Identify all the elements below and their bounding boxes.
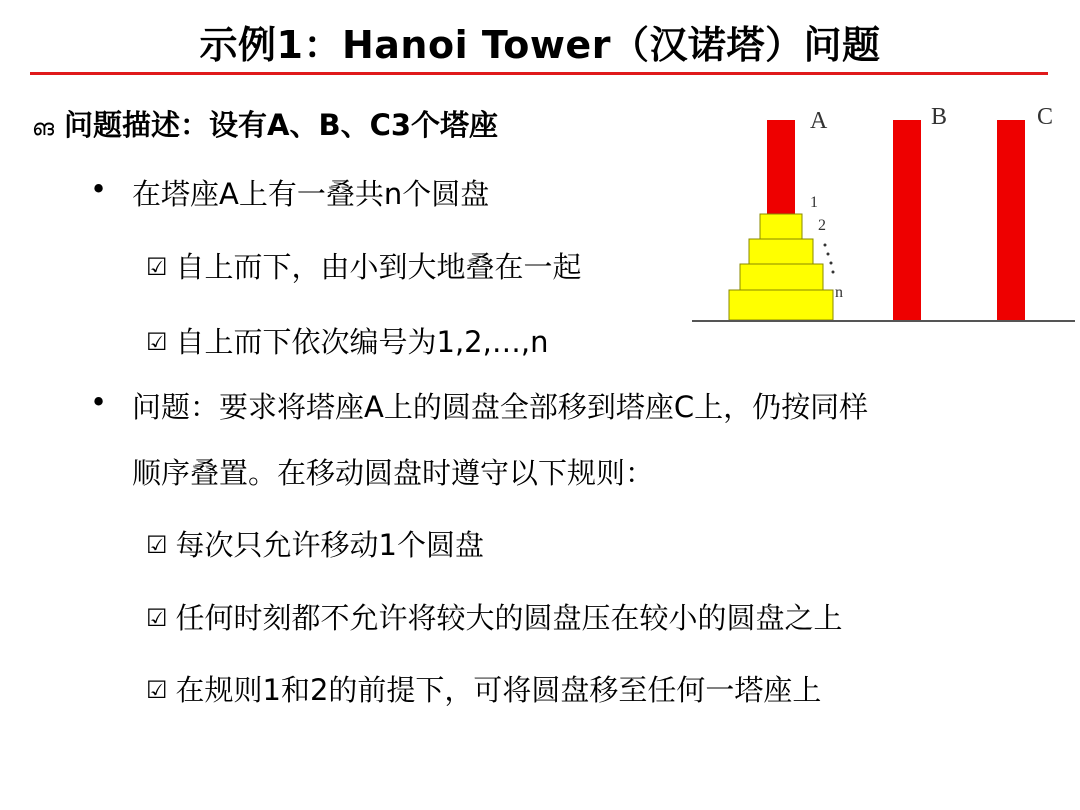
checkbox-icon: ☑ [146, 253, 168, 281]
sub-item-text: 自上而下，由小到大地叠在一起 [175, 250, 582, 284]
slide-title: 示例1：Hanoi Tower（汉诺塔）问题 [199, 23, 881, 67]
sub-item-text: 自上而下依次编号为1,2,…,n [175, 325, 549, 359]
rule-item [146, 668, 821, 709]
rule-text: 每次只允许移动1个圆盘 [175, 528, 484, 562]
disk-n [729, 290, 833, 320]
ellipsis-dot [832, 271, 835, 274]
disk-label-2: 2 [818, 217, 826, 234]
sub-item [146, 245, 582, 286]
title-divider [30, 72, 1048, 75]
peg-label-b: B [931, 104, 948, 130]
disk-label-n: n [835, 284, 843, 301]
rule-text: 任何时刻都不允许将较大的圆盘压在较小的圆盘之上 [175, 601, 843, 635]
peg-label-a: A [810, 108, 828, 134]
checkbox-icon: ☑ [146, 531, 168, 559]
problem-heading [32, 103, 498, 144]
peg-label-c: C [1037, 104, 1054, 130]
hanoi-tower-figure [690, 90, 1080, 335]
bullet-text: 问题：要求将塔座A上的圆盘全部移到塔座C上，仍按同样 [132, 390, 869, 424]
heading-text: 问题描述：设有A、B、C3个塔座 [64, 108, 499, 142]
disk-2 [749, 239, 813, 264]
sub-item [146, 320, 548, 361]
rule-item [146, 596, 843, 637]
bullet-dot-icon: • [90, 172, 108, 206]
checkbox-icon: ☑ [146, 604, 168, 632]
disk-1 [760, 214, 802, 239]
bullet-dot-icon: • [90, 385, 108, 419]
ellipsis-dot [830, 262, 833, 265]
ellipsis-dot [824, 244, 827, 247]
checkbox-icon: ☑ [146, 328, 168, 356]
heading-bullet-icon: ങ [32, 116, 55, 141]
bullet-text: 在塔座A上有一叠共n个圆盘 [132, 177, 490, 211]
ellipsis-dot [827, 253, 830, 256]
bullet-text-continued: 顺序叠置。在移动圆盘时遵守以下规则： [132, 456, 655, 490]
disk-3 [740, 264, 823, 290]
checkbox-icon: ☑ [146, 676, 168, 704]
peg-b [893, 120, 921, 320]
rule-text: 在规则1和2的前提下，可将圆盘移至任何一塔座上 [175, 673, 822, 707]
disk-label-1: 1 [810, 194, 818, 211]
peg-c [997, 120, 1025, 320]
rule-item [146, 523, 484, 564]
